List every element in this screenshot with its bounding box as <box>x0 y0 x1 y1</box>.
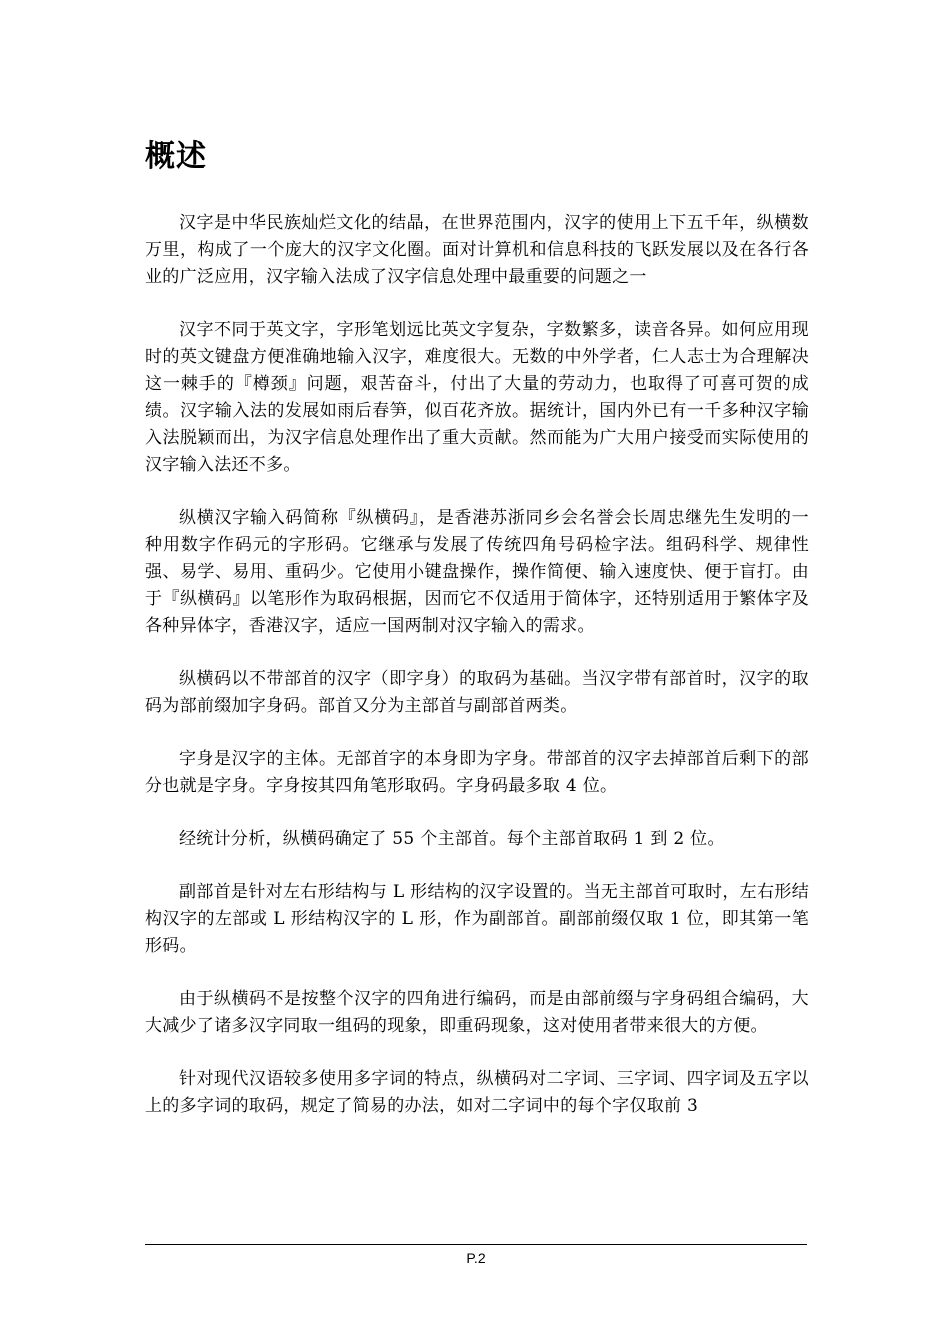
page-number: P.2 <box>466 1250 486 1266</box>
paragraph-6: 经统计分析，纵横码确定了 55 个主部首。每个主部首取码 1 到 2 位。 <box>179 829 725 849</box>
page-title: 概述 <box>145 139 207 174</box>
paragraph-7: 副部首是针对左右形结构与 L 形结构的汉字设置的。当无主部首可取时，左右形结构汉字的左部或 L 形结构汉字的 L 形，作为副部首。副部前缀仅取 1 位，即其第一笔形码。 <box>145 882 809 956</box>
paragraph-9: 针对现代汉语较多使用多字词的特点，纵横码对二字词、三字词、四字词及五字以上的多字词的取码，规定了简易的办法，如对二字词中的每个字仅取前 3 <box>145 1069 809 1116</box>
paragraph-1: 汉字是中华民族灿烂文化的结晶，在世界范围内，汉字的使用上下五千年，纵横数万里，构成了一个庞大的汉字文化圈。面对计算机和信息科技的飞跃发展以及在各行各业的广泛应用，汉字输入法成了汉字信息处理中最重要的问题之一 <box>145 213 809 287</box>
paragraph-4: 纵横码以不带部首的汉字（即字身）的取码为基础。当汉字带有部首时，汉字的取码为部前缀加字身码。部首又分为主部首与副部首两类。 <box>145 669 809 716</box>
page-content <box>145 132 809 1146</box>
paragraph-3: 纵横汉字输入码简称『纵横码』，是香港苏浙同乡会名誉会长周忠继先生发明的一种用数字作码元的字形码。它继承与发展了传统四角号码检字法。组码科学、规律性强、易学、易用、重码少。它使用小键盘操作，操作简便、输入速度快、便于盲打。由于『纵横码』以笔形作为取码根据，因而它不仅适用于简体字，还特别适用于繁体字及各种异体字，香港汉字，适应一国两制对汉字输入的需求。 <box>145 508 809 636</box>
paragraph-5: 字身是汉字的主体。无部首字的本身即为字身。带部首的汉字去掉部首后剩下的部分也就是字身。字身按其四角笔形取码。字身码最多取 4 位。 <box>145 749 809 796</box>
paragraph-8: 由于纵横码不是按整个汉字的四角进行编码，而是由部前缀与字身码组合编码，大大减少了诸多汉字同取一组码的现象，即重码现象，这对使用者带来很大的方便。 <box>145 989 809 1036</box>
paragraph-2: 汉字不同于英文字，字形笔划远比英文字复杂，字数繁多，读音各异。如何应用现时的英文键盘方便准确地输入汉字，难度很大。无数的中外学者，仁人志士为合理解决这一棘手的『樽颈』问题，艰苦奋斗，付出了大量的劳动力，也取得了可喜可贺的成绩。汉字输入法的发展如雨后春笋，似百花齐放。据统计，国内外已有一千多种汉字输入法脱颖而出，为汉字信息处理作出了重大贡献。然而能为广大用户接受而实际使用的汉字输入法还不多。 <box>145 320 809 475</box>
footer-divider <box>145 1244 807 1245</box>
body-text <box>145 210 809 1120</box>
